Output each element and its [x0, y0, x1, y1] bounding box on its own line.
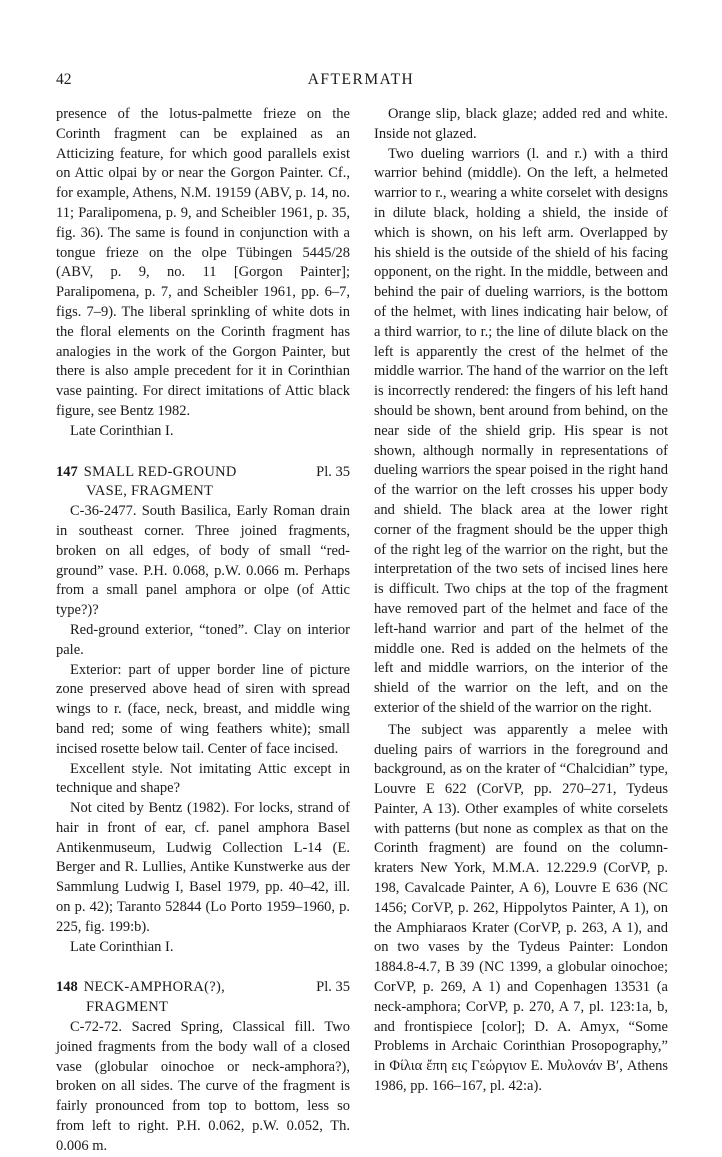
entry-147-references: Not cited by Bentz (1982). For locks, strand of hair in front of ear, cf. panel amphora Basel Antikenmuseum, Ludwig Collection L-14 (E. Berger and R. Lullies, Antike Kunstwerke aus der Sammlung Ludwig I, Basel 1979, pp. 40–42, ill. on p. 42); Taranto 52844 (Lo Porto 1959–1960, p. 225, fig. 199:b).: [56, 800, 350, 935]
intro-date: Late Corinthian I.: [70, 422, 174, 439]
entry-147-title: SMALL RED-GROUND: [83, 463, 237, 480]
entry-147-heading: [56, 463, 350, 503]
entry-148-plate: Pl. 35: [316, 979, 350, 996]
entry-147-provenance: C-36-2477. South Basilica, Early Roman drain in southeast corner. Three joined fragments, broken on all edges, of body of small “red-ground” vase. P.H. 0.068, p.W. 0.066 m. Perhaps from a small panel amphora or olpe (of Attic type?)?: [56, 503, 350, 619]
entry-148-description: Two dueling warriors (l. and r.) with a third warrior behind (middle). On the left, a helmeted warrior to r., wearing a white corselet with designs in dilute black, holding a shield, the inside of which is shown, on his left arm. Overlapped by his shield is the outside of the shield of his facing opponent, on the right. In the middle, between and behind the pair of dueling warriors, is the bottom of the helmet, with lines indicating hair below, of a third warrior, to r.; the line of dilute black on the left is apparently the crest of the helmet of the middle warrior. The hand of the warrior on the left is incorrectly rendered: the fingers of his left hand should be shown, bent around from behind, on the near side of the shield grip. His spear is not shown, although normally in representations of dueling warriors the spear poised in the right hand of the warrior on the left crosses his upper body and shield. The black area at the lower right corner of the fragment should be the upper thigh of the right leg of the warrior on the right, but the interpretation of the two sets of incised lines here is difficult. Two chips at the top of the fragment have removed part of the helmet and face of the left-hand warrior and part of the helmet of the middle one. Red is added on the helmets of the left and middle warriors, on the interior of the shield of the warrior on the left, and on the exterior of the shield of the warrior on the right.: [374, 145, 668, 716]
entry-148-provenance: C-72-72. Sacred Spring, Classical fill. Two joined fragments from the body wall of a closed vase (globular oinochoe or neck-amphora?), broken on all sides. The curve of the fragment is fairly pronounced from top to bottom, less so from left to right. P.H. 0.062, p.W. 0.052, Th. 0.006 m.: [56, 1019, 350, 1154]
page-number: 42: [56, 71, 72, 88]
entry-147-plate: Pl. 35: [316, 463, 350, 480]
entry-148-fabric: Orange slip, black glaze; added red and white. Inside not glazed.: [374, 106, 668, 142]
entry-147-number: 147: [56, 463, 78, 480]
entry-147-date: Late Corinthian I.: [70, 938, 174, 955]
running-title: AFTERMATH: [307, 71, 415, 88]
entry-147-style: Excellent style. Not imitating Attic except in technique and shape?: [56, 760, 350, 797]
entry-148-title-cont: FRAGMENT: [86, 999, 169, 1016]
entry-147-description: Exterior: part of upper border line of picture zone preserved above head of siren with spread wings to r. (face, neck, breast, and middle wing band red; some of wing feathers white); small incised rosette below tail. Center of face incised.: [56, 661, 350, 757]
entry-147-title-cont: VASE, FRAGMENT: [86, 483, 214, 500]
left-column: [56, 105, 350, 1157]
entry-148-discussion: The subject was apparently a melee with dueling pairs of warriors in the foreground and background, as on the krater of “Chalcidian” type, Louvre E 622 (CorVP, pp. 270–271, Tydeus Painter, A 13). Other examples of white corselets with patterns (but none as complex as that on the Corinth fragment) are found on the column-kraters New York, M.M.A. 12.229.9 (CorVP, p. 198, Cavalcade Painter, A 6), Louvre E 636 (NC 1456; CorVP, p. 262, Hippolytos Painter, A 1), on the Amphiaraos Krater (CorVP, p. 263, A 1), and on two vases by the Tydeus Painter: London 1884.8-4.7, B 39 (NC 1399, a globular oinochoe; CorVP, p. 269, A 1) and Copenhagen 13531 (a neck-amphora; CorVP, p. 270, A 7, pl. 123:1a, b, and frontispiece [color]; D. A. Amyx, “Some Problems in Archaic Corinthian Prosopography,” in Φίλια ἔπη εις Γεώργιον Ε. Μυλονάν Β′, Athens 1986, pp. 166–167, pl. 42:a).: [374, 721, 668, 1095]
running-head: [56, 70, 666, 90]
entry-147-fabric: Red-ground exterior, “toned”. Clay on interior pale.: [56, 621, 350, 658]
entry-148-number: 148: [56, 979, 78, 996]
intro-paragraph: presence of the lotus-palmette frieze on the Corinth fragment can be explained as an Atticizing feature, for which good parallels exist on Attic olpai by or near the Gorgon Painter. Cf., for example, Athens, N.M. 19159 (ABV, p. 14, no. 11; Paralipomena, p. 9, and Scheibler 1961, p. 35, fig. 36). The same is found in conjunction with a tongue frieze on the olpe Tübingen 5445/28 (ABV, p. 9, no. 11 [Gorgon Painter]; Paralipomena, p. 7, and Scheibler 1961, pp. 6–7, figs. 7–9). The liberal sprinkling of white dots in the floral elements on the Corinth fragment has analogies in the work of the Gorgon Painter, but there is also ample precedent for it in Corinthian vase painting. For direct imitations of Attic black figure, see Bentz 1982.: [56, 106, 350, 419]
right-column: [374, 105, 668, 1097]
entry-148-heading: [56, 978, 350, 1018]
entry-148-title: NECK-AMPHORA(?),: [83, 979, 226, 996]
